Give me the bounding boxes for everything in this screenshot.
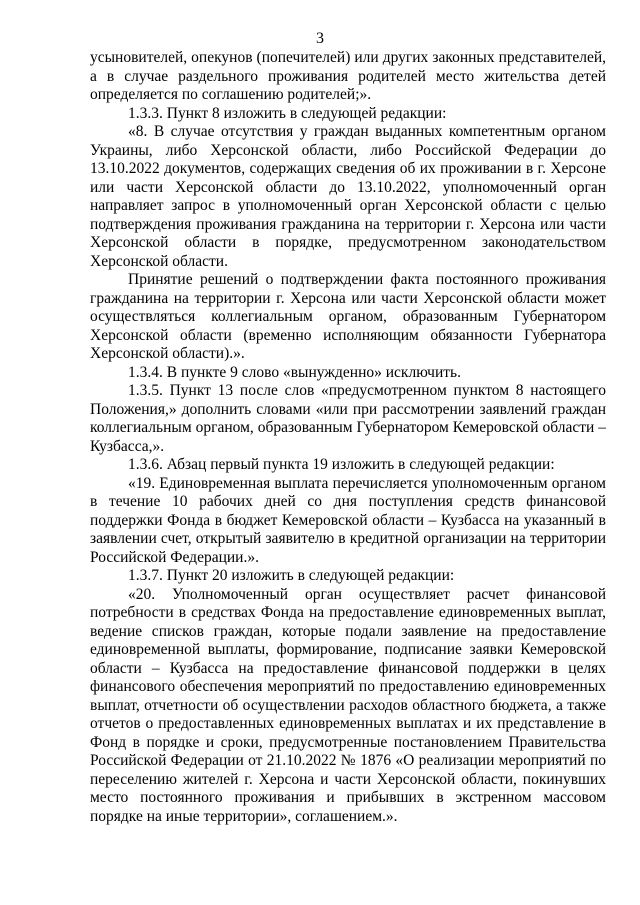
paragraph-1-3-7: 1.3.7. Пункт 20 изложить в следующей редакции: <box>128 567 455 584</box>
page-number: 3 <box>316 30 324 47</box>
paragraph-1-3-5: 1.3.5. Пункт 13 после слов «предусмотренном пунктом 8 настоящего Положения,» дополнить словами «или при рассмотрении заявлений граждан коллегиальным органом, образованным Губернатором Кемеровской области – Кузбасса,». <box>90 382 606 455</box>
paragraph-1-3-6: 1.3.6. Абзац первый пункта 19 изложить в следующей редакции: <box>128 456 555 473</box>
paragraph-1-3-3: 1.3.3. Пункт 8 изложить в следующей редакции: <box>128 104 447 122</box>
paragraph-item-20: «20. Уполномоченный орган осуществляет расчет финансовой потребности в средствах Фонда на предоставление единовременных выплат, ведение списков граждан, которые подали заявление на предоставление единовременной выплаты, формирование, подписание заявки Кемеровской области – Кузбасса на предоставление финансовой поддержки в целях финансового обеспечения мероприятий по предоставлению единовременных выплат, отчетности об осуществлении расходов областного бюджета, а также отчетов о предоставленных единовременных выплатах и их представление в Фонд в порядке и сроки, предусмотренные постановлением Правительства Российской Федерации от 21.10.2022 № 1876 «О реализации мероприятий по переселению жителей г. Херсона и части Херсонской области, покинувших место постоянного проживания и прибывших в экстренном массовом порядке на иные территории», соглашением.». <box>90 585 606 825</box>
paragraph-1-3-4: 1.3.4. В пункте 9 слово «вынужденно» исключить. <box>128 363 461 381</box>
paragraph-continuation: усыновителей, опекунов (попечителей) или других законных представителей, а в случае раздельного проживания родителей место жительства детей определяется по соглашению родителей;». <box>90 49 606 103</box>
paragraph-item-19: «19. Единовременная выплата перечисляется уполномоченным органом в течение 10 рабочих дней со дня поступления средств финансовой поддержки Фонда в бюджет Кемеровской области – Кузбасса на указанный в заявлении счет, открытый заявителю в кредитной организации на территории Российской Федерации.». <box>90 474 606 566</box>
document-body <box>90 49 606 826</box>
paragraph-collegial-body: Принятие решений о подтверждении факта постоянного проживания гражданина на территории г. Херсона или части Херсонской области может осуществляться коллегиальным органом, образованным Губернатором Херсонской области (временно исполняющим обязанности Губернатора Херсонской области).». <box>90 271 606 362</box>
paragraph-item-8: «8. В случае отсутствия у граждан выданных компетентным органом Украины, либо Херсонской области, либо Российской Федерации до 13.10.2022 документов, содержащих сведения об их проживании в г. Херсоне или части Херсонской области до 13.10.2022, уполномоченный орган направляет запрос в уполномоченный орган Херсонской области с целью подтверждения проживания гражданина на территории г. Херсона или части Херсонской области в порядке, предусмотренном законодательством Херсонской области. <box>90 123 606 270</box>
